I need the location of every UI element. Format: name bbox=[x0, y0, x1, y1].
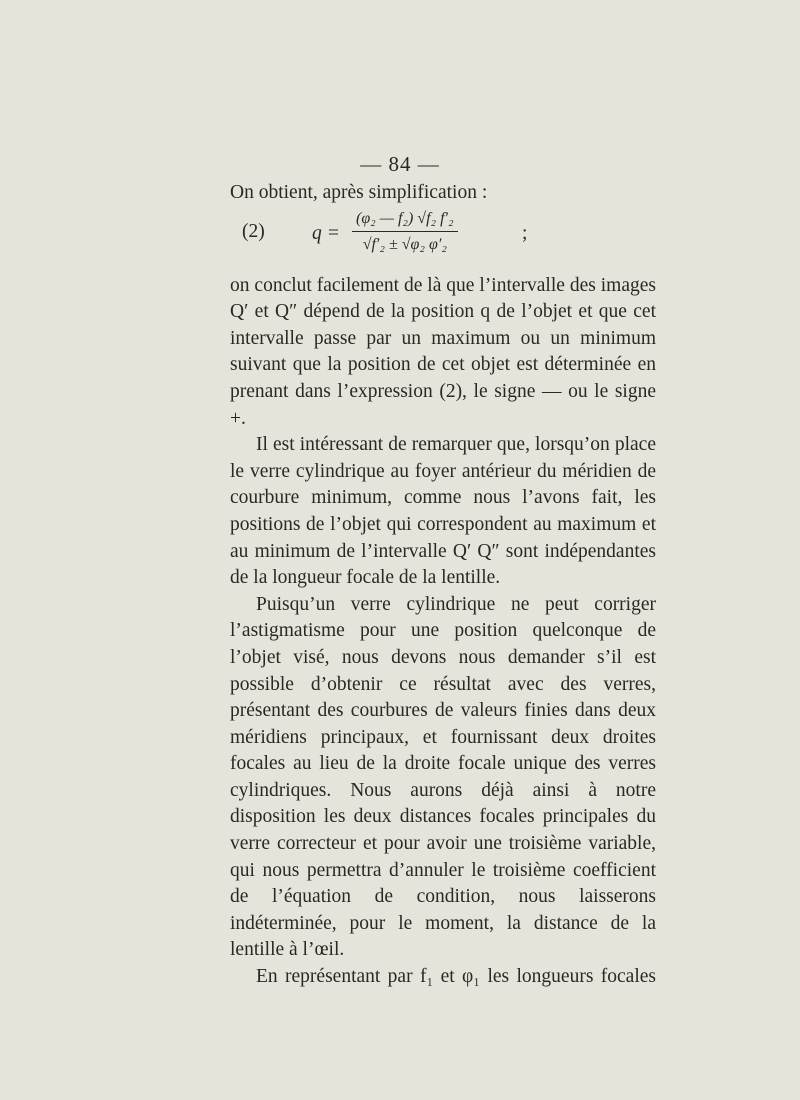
paragraph-2: Il est intéressant de remarquer que, lorsqu’on place le verre cylindrique au foyer antérieur du méridien de courbure minimum, comme nous l’avons fait, les positions de l’objet qui correspondent au maximum et au minimum de l’intervalle Q′ Q″ sont indépendantes de la longueur focale de la lentille. bbox=[230, 434, 656, 589]
equals-sign: = bbox=[328, 222, 339, 244]
paragraph-1: on conclut facilement de là que l’intervalle des images Q′ et Q″ dépend de la position q de l’objet et que cet intervalle passe par un maximum ou un minimum suivant que la position de cet objet est déterminée en prenant dans l’expression (2), le signe — ou le signe +. bbox=[230, 274, 656, 429]
intro-line: On obtient, après simplification : bbox=[230, 182, 488, 203]
page-number: — 84 — bbox=[360, 152, 440, 176]
equation-2 bbox=[230, 209, 656, 269]
paragraph-3: Puisqu’un verre cylindrique ne peut corriger l’astigmatisme pour une position quelconque de l’objet visé, nous devons nous demander s’il est possible d’obtenir ce résultat avec des verres, présentant des courbures de valeurs finies dans deux méridiens principaux, et fournissant deux droites focales au lieu de la droite focale unique des verres cylindriques. Nous aurons déjà ainsi à notre disposition les deux distances focales principales du verre correcteur et pour avoir une troisième variable, qui nous permettra d’annuler le troisième coefficient de l’équation de condition, nous laisserons indéterminée, pour le moment, la distance de la lentille à l’œil. bbox=[230, 593, 656, 961]
paragraph-4-start: En représentant par f₁ et φ₁ les longueurs focales bbox=[256, 966, 656, 988]
equation-fraction bbox=[352, 209, 458, 255]
equation-semicolon: ; bbox=[522, 222, 528, 244]
fraction-numerator: (φ₂ — f₂) √f₂ f′₂ bbox=[356, 209, 454, 227]
body-text bbox=[230, 180, 656, 991]
equation-lhs: q bbox=[312, 222, 322, 244]
fraction-denominator: √f′₂ ± √φ₂ φ′₂ bbox=[362, 235, 447, 253]
equation-label: (2) bbox=[242, 220, 265, 242]
